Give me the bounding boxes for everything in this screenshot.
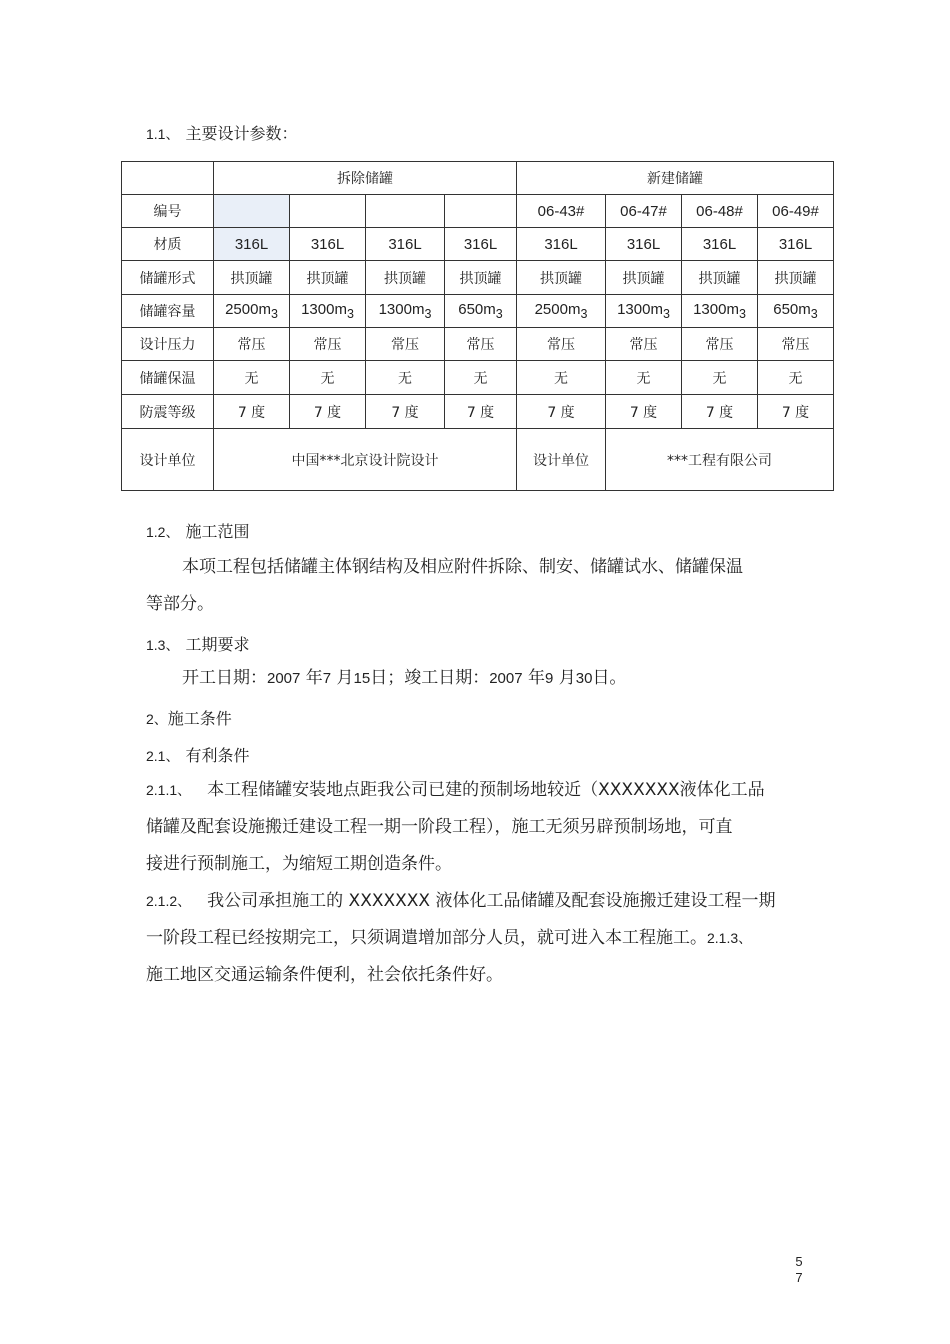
end-day: 30 [575,670,593,687]
table-cell: 316L [214,228,290,261]
row-label: 储罐保温 [122,361,214,395]
para-2-1-1-line-3: 接进行预制施工，为缩短工期创造条件。 [146,854,452,874]
table-row [122,195,834,228]
page-number-digit: 5 [795,1254,803,1269]
table-cell: 7 度 [682,395,758,429]
table-cell: 常压 [445,328,517,361]
end-month: 9 [545,670,554,687]
table-cell: 316L [758,228,834,261]
table-cell: 无 [366,361,445,395]
para-2-1-3-line: 施工地区交通运输条件便利，社会依托条件好。 [146,965,503,985]
table-cell [517,295,606,328]
start-month: 7 [322,670,332,687]
section-number: 2、 [146,711,168,727]
table-cell: 316L [517,228,606,261]
table-cell: 7 度 [606,395,682,429]
table-cell: 无 [758,361,834,395]
table-cell: 06-48# [682,195,758,228]
design-parameters-table [121,161,834,491]
month-label: 月 [558,668,576,688]
table-row [122,261,834,295]
table-cell: 316L [445,228,517,261]
capacity-value: 1300m [693,301,739,318]
row-label: 设计压力 [122,328,214,361]
group-header-new: 新建储罐 [517,162,834,195]
section-number: 1.2、 [146,524,180,540]
table-cell: 无 [290,361,366,395]
table-cell: 拱顶罐 [758,261,834,295]
table-cell: 常压 [517,328,606,361]
capacity-value: 650m [773,301,811,318]
table-cell: 无 [445,361,517,395]
table-cell: 无 [682,361,758,395]
table-row [122,295,834,328]
row-label: 储罐容量 [122,295,214,328]
end-year: 2007 [489,670,523,687]
table-cell: 无 [214,361,290,395]
table-row [122,328,834,361]
table-cell: 常压 [606,328,682,361]
unit-superscript: 3 [810,307,818,321]
capacity-value: 650m [458,301,496,318]
table-cell [366,295,445,328]
table-row [122,395,834,429]
design-unit-demolish: 中国***北京设计院设计 [214,429,517,491]
row-label: 设计单位 [517,429,606,491]
page-number [794,1254,804,1286]
unit-superscript: 3 [662,307,670,321]
year-label: 年 [528,668,545,688]
table-cell: 06-43# [517,195,606,228]
unit-superscript: 3 [346,307,354,321]
table-cell: 06-49# [758,195,834,228]
start-day: 15 [353,670,371,687]
section-1-2-heading [146,519,249,542]
unit-superscript: 3 [424,307,432,321]
section-2-heading [146,706,232,729]
row-label: 设计单位 [122,429,214,491]
row-label: 材质 [122,228,214,261]
table-cell [445,295,517,328]
capacity-value: 2500m [225,301,271,318]
table-row [122,162,834,195]
table-cell: 常压 [682,328,758,361]
table-cell: 7 度 [517,395,606,429]
row-label: 储罐形式 [122,261,214,295]
table-row [122,361,834,395]
section-title: 施工条件 [167,709,232,728]
table-cell: 316L [366,228,445,261]
table-cell [122,162,214,195]
para-2-1-2-line-2 [146,920,752,957]
month-label: 月 [336,668,354,688]
table-cell: 7 度 [445,395,517,429]
start-year: 2007 [267,670,301,687]
section-number: 1.3、 [146,637,180,653]
schedule-line [182,660,626,697]
table-cell: 316L [290,228,366,261]
table-cell: 拱顶罐 [682,261,758,295]
table-cell [214,295,290,328]
unit-superscript: 3 [495,307,503,321]
section-title: 施工范围 [185,522,250,541]
paragraph-text: 一阶段工程已经按期完工，只须调遣增加部分人员，就可进入本工程施工。 [146,928,707,948]
unit-superscript: 3 [738,307,746,321]
table-cell: 拱顶罐 [366,261,445,295]
year-label: 年 [305,668,323,688]
table-cell [214,195,290,228]
capacity-value: 1300m [301,301,347,318]
paragraph-text: 本工程储罐安装地点距我公司已建的预制场地较近（XXXXXXX液体化工品 [207,780,765,800]
table-cell [606,295,682,328]
table-cell: 7 度 [214,395,290,429]
table-cell: 常压 [366,328,445,361]
table-cell [366,195,445,228]
table-cell: 无 [517,361,606,395]
design-unit-new: ***工程有限公司 [606,429,834,491]
table-cell: 常压 [758,328,834,361]
section-1-1-heading [146,121,297,144]
capacity-value: 1300m [617,301,663,318]
table-cell: 拱顶罐 [606,261,682,295]
page-number-digit: 7 [795,1270,803,1285]
table-cell [758,295,834,328]
table-cell: 无 [606,361,682,395]
row-label: 编号 [122,195,214,228]
table-cell: 06-47# [606,195,682,228]
group-header-demolish: 拆除储罐 [214,162,517,195]
capacity-value: 1300m [378,301,425,318]
table-cell: 316L [606,228,682,261]
end-label: 日；竣工日期： [370,668,490,688]
section-number: 2.1.3、 [707,930,753,946]
table-cell [290,195,366,228]
start-label: 开工日期： [182,668,267,688]
scope-paragraph-line-2: 等部分。 [146,594,214,614]
table-cell: 7 度 [758,395,834,429]
scope-paragraph-line-1: 本项工程包括储罐主体钢结构及相应附件拆除、制安、储罐试水、储罐保温 [182,557,743,577]
table-cell: 拱顶罐 [445,261,517,295]
unit-superscript: 3 [580,307,588,321]
table-row [122,228,834,261]
table-cell: 常压 [290,328,366,361]
section-title: 有利条件 [185,746,250,765]
section-number: 2.1.2、 [146,893,192,909]
table-row [122,429,834,491]
para-2-1-1-line-1 [146,772,765,809]
table-cell [290,295,366,328]
section-title: 主要设计参数： [185,124,298,143]
table-cell: 拱顶罐 [214,261,290,295]
paragraph-text: 我公司承担施工的 XXXXXXX 液体化工品储罐及配套设施搬迁建设工程一期 [207,891,776,911]
section-number: 2.1、 [146,748,180,764]
table-cell: 316L [682,228,758,261]
para-2-1-1-line-2: 储罐及配套设施搬迁建设工程一期一阶段工程），施工无须另辟预制场地，可直 [146,817,733,837]
table-cell: 拱顶罐 [290,261,366,295]
row-label: 防震等级 [122,395,214,429]
table-cell: 常压 [214,328,290,361]
table-cell [682,295,758,328]
para-2-1-2-line-1 [146,883,775,920]
section-title: 工期要求 [185,635,250,654]
table-cell [445,195,517,228]
section-number: 1.1、 [146,126,180,142]
section-1-3-heading [146,632,249,655]
unit-superscript: 3 [270,307,278,321]
day-label: 日。 [592,668,627,688]
section-2-1-heading [146,743,249,766]
table-cell: 7 度 [290,395,366,429]
capacity-value: 2500m [534,301,581,318]
table-cell: 拱顶罐 [517,261,606,295]
table-cell: 7 度 [366,395,445,429]
section-number: 2.1.1、 [146,782,192,798]
